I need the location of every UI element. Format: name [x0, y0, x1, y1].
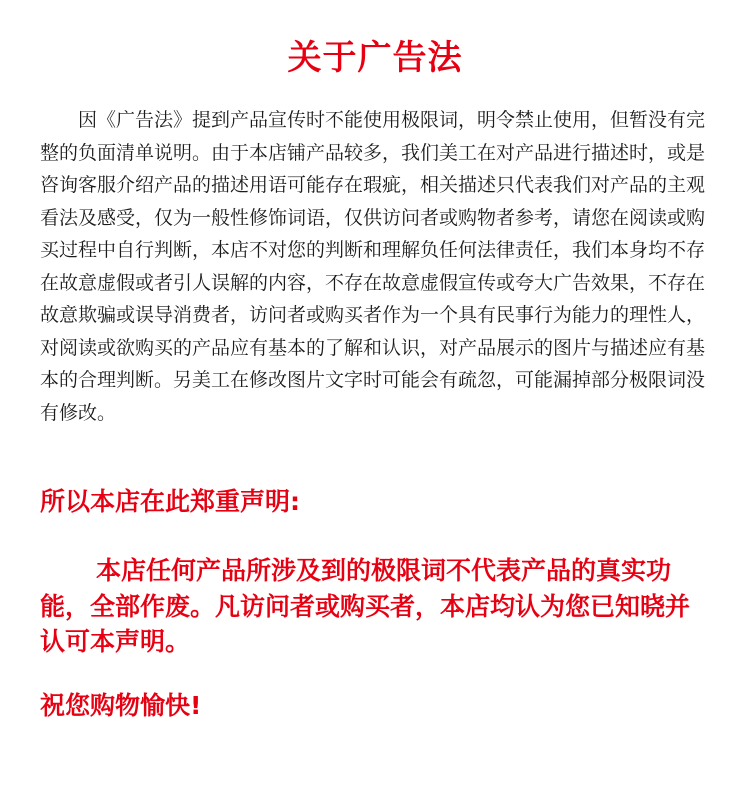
page-title: 关于广告法	[287, 38, 463, 78]
declaration-statement: 本店任何产品所涉及到的极限词不代表产品的真实功能，全部作废。凡访问者或购买者，本店均认为您已知晓并认可本声明。	[40, 556, 691, 656]
closing-message: 祝您购物愉快!	[40, 691, 202, 720]
declaration-heading: 所以本店在此郑重声明:	[40, 487, 300, 516]
notice-paragraph: 因《广告法》提到产品宣传时不能使用极限词，明令禁止使用，但暂没有完整的负面清单说明。由于本店铺产品较多，我们美工在对产品进行描述时，或是咨询客服介绍产品的描述用语可能存在瑕疵，相关描述只代表我们对产品的主观看法及感受，仅为一般性修饰词语，仅供访问者或购物者参考，请您在阅读或购买过程中自行判断，本店不对您的判断和理解负任何法律责任，我们本身均不存在故意虚假或者引人误解的内容，不存在故意虚假宣传或夸大广告效果，不存在故意欺骗或误导消费者，访问者或购买者作为一个具有民事行为能力的理性人，对阅读或欲购买的产品应有基本的了解和认识，对产品展示的图片与描述应有基本的合理判断。另美工在修改图片文字时可能会有疏忽，可能漏掉部分极限词没有修改。	[40, 109, 706, 424]
